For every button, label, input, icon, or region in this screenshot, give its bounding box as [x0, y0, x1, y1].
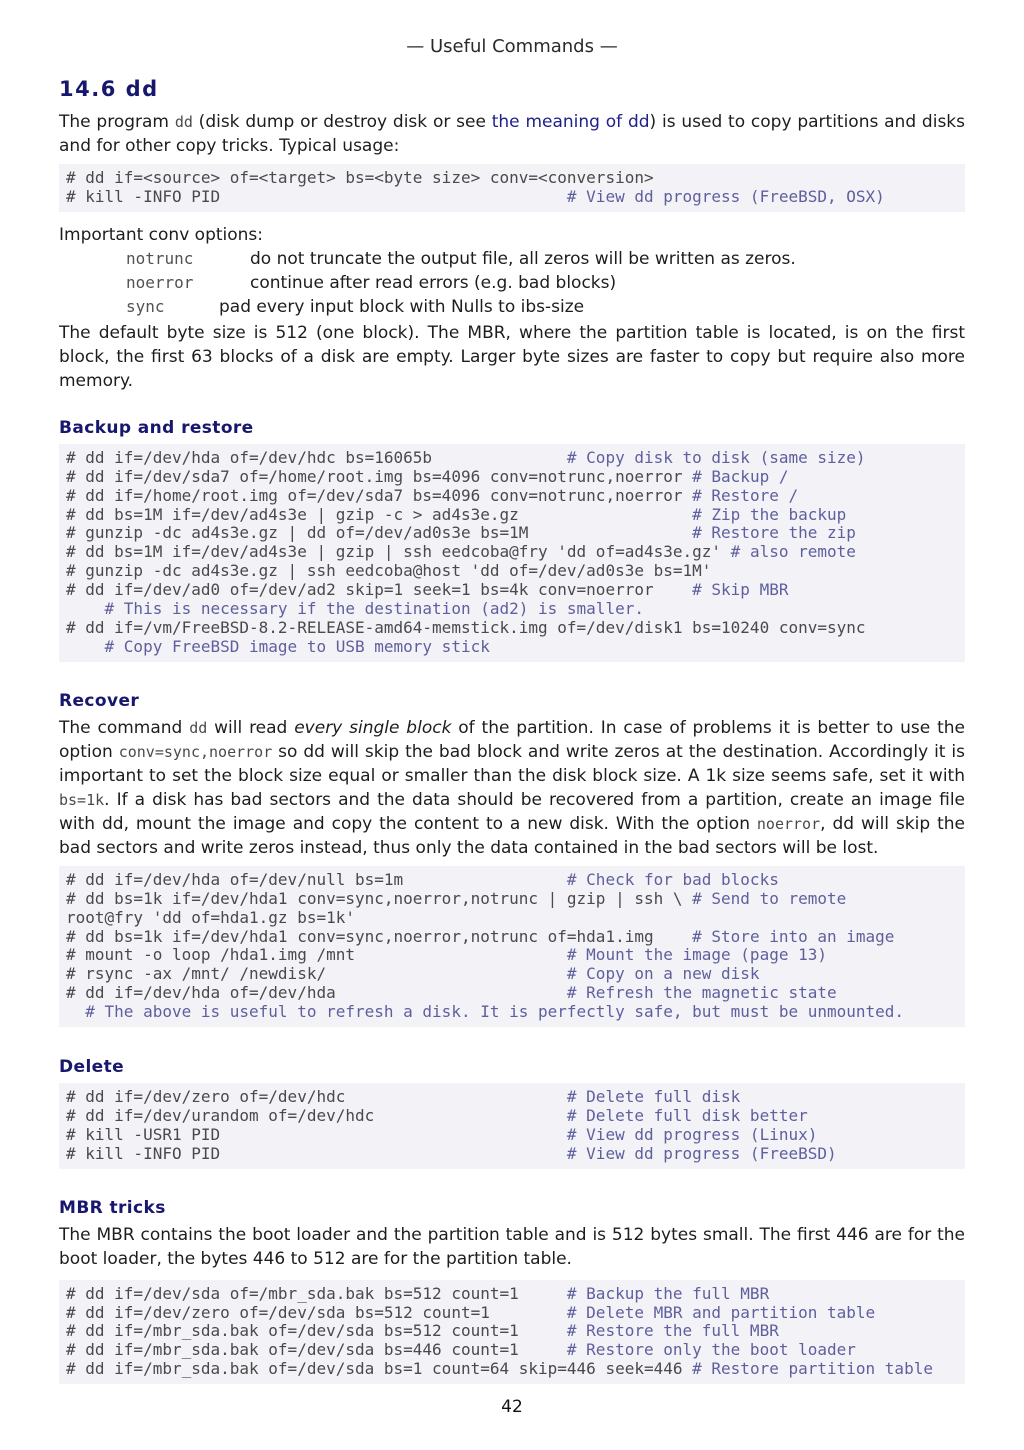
mbr-tricks-heading: MBR tricks — [59, 1197, 166, 1218]
code-comment: # View dd progress (FreeBSD, OSX) — [566, 186, 885, 206]
code-command — [66, 599, 105, 618]
code-command — [66, 1002, 85, 1021]
code-command: # dd if=<source> of=<target> bs=<byte size> conv=<conversion> — [66, 168, 654, 187]
code-comment: # Delete full disk better — [566, 1105, 808, 1125]
code-block-recover — [59, 866, 965, 1027]
code-command: # kill -USR1 PID — [66, 1124, 567, 1144]
code-comment: # Skip MBR — [692, 580, 789, 600]
code-line — [66, 1341, 965, 1360]
paragraph-text-segment: The program — [59, 112, 175, 132]
code-command: # kill -INFO PID — [66, 186, 567, 206]
code-line — [66, 619, 965, 638]
code-block-mbr — [59, 1280, 965, 1385]
conv-option-row-noerror — [59, 271, 965, 295]
code-command: # dd bs=1M if=/dev/ad4s3e | gzip | ssh eedcoba@fry 'dd of=ad4s3e.gz' — [66, 542, 731, 562]
code-comment: # Copy disk to disk (same size) — [566, 447, 866, 467]
code-command: # rsync -ax /mnt/ /newdisk/ — [66, 964, 567, 984]
code-line — [66, 1322, 965, 1341]
code-command: root@fry 'dd of=hda1.gz bs=1k' — [66, 907, 355, 927]
code-comment: # Mount the image (page 13) — [566, 945, 827, 965]
section-heading-14-6-dd: 14.6 dd — [59, 77, 159, 101]
code-line — [66, 600, 965, 619]
code-comment: # Zip the backup — [692, 504, 847, 524]
code-line — [66, 890, 965, 909]
code-block-backup-restore — [59, 444, 965, 662]
code-line — [66, 909, 965, 928]
recover-paragraph — [59, 716, 965, 860]
code-line — [66, 188, 965, 207]
code-command: # dd if=/mbr_sda.bak of=/dev/sda bs=512 count=1 — [66, 1321, 567, 1341]
code-comment: # Restore only the boot loader — [566, 1340, 856, 1360]
code-comment: # This is necessary if the destination (ad2) is smaller. — [104, 599, 644, 619]
paragraph-em-segment: every single block — [294, 717, 452, 738]
link-the-meaning-of-dd[interactable]: the meaning of dd — [491, 112, 650, 132]
code-line — [66, 581, 965, 600]
code-line — [66, 928, 965, 947]
code-command: # dd if=/mbr_sda.bak of=/dev/sda bs=446 count=1 — [66, 1340, 567, 1360]
paragraph-text-segment: , dd will skip the bad sectors and write zeros instead, thus only the data contained in the bad sectors will be lost. — [59, 813, 965, 858]
page-number: 42 — [501, 1397, 523, 1417]
code-comment: # Refresh the magnetic state — [566, 983, 837, 1003]
code-line — [66, 468, 965, 487]
code-command: # dd if=/dev/zero of=/dev/hdc — [66, 1087, 567, 1107]
code-line — [66, 543, 965, 562]
code-comment: # Copy FreeBSD image to USB memory stick — [104, 636, 490, 656]
code-line — [66, 524, 965, 543]
code-comment: # Copy on a new disk — [566, 964, 760, 984]
code-comment: # Restore / — [692, 485, 799, 505]
mbr-paragraph: The MBR contains the boot loader and the partition table and is 512 bytes small. The first 446 are for the boot loader, the bytes 446 to 512 are for the partition table. — [59, 1224, 965, 1269]
code-comment: # View dd progress (FreeBSD) — [566, 1143, 837, 1163]
paragraph-text-segment: The command — [59, 717, 190, 738]
code-line — [66, 169, 965, 188]
code-comment: # Delete full disk — [566, 1087, 741, 1107]
code-command: # dd if=/dev/sda7 of=/home/root.img bs=4096 conv=notrunc,noerror — [66, 466, 693, 486]
code-command: # dd if=/dev/sda of=/mbr_sda.bak bs=512 count=1 — [66, 1283, 567, 1303]
code-line — [66, 946, 965, 965]
code-block-delete — [59, 1083, 965, 1169]
intro-paragraph — [59, 110, 965, 158]
code-line — [66, 506, 965, 525]
conv-option-desc: pad every input block with Nulls to ibs-size — [219, 296, 585, 317]
code-comment: # Send to remote — [692, 888, 847, 908]
code-command: # dd if=/dev/hda of=/dev/hda — [66, 983, 567, 1003]
paragraph-code-segment: dd — [174, 113, 193, 131]
conv-option-desc: do not truncate the output file, all zeros will be written as zeros. — [250, 248, 796, 269]
paragraph-code-segment: bs=1k — [59, 790, 105, 809]
code-comment: # Backup the full MBR — [566, 1283, 770, 1303]
code-command: # dd if=/mbr_sda.bak of=/dev/sda bs=1 count=64 skip=446 seek=446 — [66, 1359, 693, 1379]
paragraph-text-segment: ) is used to copy partitions and disks and for other copy tricks. Typical usage: — [59, 112, 966, 156]
code-line — [66, 965, 965, 984]
code-line — [66, 449, 965, 468]
code-comment: # Restore the zip — [692, 523, 856, 543]
code-command: # dd if=/dev/zero of=/dev/sda bs=512 count=1 — [66, 1302, 567, 1322]
code-command: # mount -o loop /hda1.img /mnt — [66, 945, 567, 965]
code-comment: # Backup / — [692, 466, 789, 486]
code-command: # gunzip -dc ad4s3e.gz | dd of=/dev/ad0s3e bs=1M — [66, 523, 693, 543]
code-line — [66, 638, 965, 657]
paragraph-text-segment: . If a disk has bad sectors and the data should be recovered from a partition, create an image file with dd, mount the image and copy the content to a new disk. With the option — [59, 789, 965, 834]
conv-option-row-sync — [59, 295, 965, 319]
code-comment: # The above is useful to refresh a disk. It is perfectly safe, but must be unmounted. — [85, 1002, 905, 1022]
code-command: # dd bs=1k if=/dev/hda1 conv=sync,noerror,notrunc of=hda1.img — [66, 926, 693, 946]
conv-option-name: notrunc — [126, 248, 194, 268]
code-line — [66, 1285, 965, 1304]
code-line — [66, 871, 965, 890]
code-command: # gunzip -dc ad4s3e.gz | ssh eedcoba@host 'dd of=/dev/ad0s3e bs=1M' — [66, 561, 712, 581]
code-comment: # also remote — [730, 542, 856, 562]
paragraph-text-segment: of the partition. In case of problems it is better to use the option — [59, 717, 965, 762]
code-comment: # Restore the full MBR — [566, 1321, 779, 1341]
code-command: # dd if=/dev/hda of=/dev/null bs=1m — [66, 869, 567, 889]
code-line — [66, 1107, 965, 1126]
code-line — [66, 1126, 965, 1145]
paragraph-code-segment: conv=sync,noerror — [118, 742, 273, 761]
paragraph-text-segment: so dd will skip the bad block and write zeros at the destination. Accordingly it is important to set the block size equal or smaller than the disk block size. A 1k size seems safe, set it with — [59, 741, 965, 786]
code-command: # dd bs=1k if=/dev/hda1 conv=sync,noerror,notrunc | gzip | ssh \ — [66, 888, 693, 908]
code-line — [66, 984, 965, 1003]
code-command: # dd if=/dev/urandom of=/dev/hdc — [66, 1105, 567, 1125]
code-command: # kill -INFO PID — [66, 1143, 567, 1163]
code-block-usage — [59, 164, 965, 212]
conv-option-name: noerror — [126, 272, 194, 292]
doc-header-title: — Useful Commands — — [406, 36, 618, 57]
code-comment: # Check for bad blocks — [566, 869, 779, 889]
code-command: # dd if=/vm/FreeBSD-8.2-RELEASE-amd64-memstick.img of=/dev/disk1 bs=10240 conv=sync — [66, 617, 866, 637]
code-line — [66, 562, 965, 581]
code-line — [66, 1304, 965, 1323]
conv-option-name: sync — [126, 296, 165, 316]
default-byte-size-paragraph: The default byte size is 512 (one block). The MBR, where the partition table is located, is on the first block, the first 63 blocks of a disk are empty. Larger byte sizes are faster to copy but require also more memory. — [59, 322, 965, 391]
code-line — [66, 1360, 965, 1379]
paragraph-text-segment: (disk dump or destroy disk or see — [192, 112, 492, 132]
code-line — [66, 1088, 965, 1107]
code-line — [66, 487, 965, 506]
recover-heading: Recover — [59, 690, 140, 711]
paragraph-text-segment: will read — [207, 717, 295, 738]
code-line — [66, 1145, 965, 1164]
conv-option-desc: continue after read errors (e.g. bad blocks) — [250, 272, 617, 293]
code-comment: # Store into an image — [692, 926, 895, 946]
conv-option-row-notrunc — [59, 247, 965, 271]
backup-and-restore-heading: Backup and restore — [59, 417, 254, 438]
code-command: # dd if=/dev/hda of=/dev/hdc bs=16065b — [66, 447, 567, 467]
code-line — [66, 1003, 965, 1022]
conv-options-label: Important conv options: — [59, 224, 264, 245]
delete-heading: Delete — [59, 1057, 125, 1078]
paragraph-code-segment: dd — [189, 718, 208, 737]
code-command — [66, 637, 105, 656]
code-comment: # Delete MBR and partition table — [566, 1302, 876, 1322]
code-command: # dd if=/home/root.img of=/dev/sda7 bs=4096 conv=notrunc,noerror — [66, 485, 693, 505]
code-comment: # View dd progress (Linux) — [566, 1124, 818, 1144]
paragraph-code-segment: noerror — [756, 814, 821, 833]
code-command: # dd if=/dev/ad0 of=/dev/ad2 skip=1 seek=1 bs=4k conv=noerror — [66, 580, 693, 600]
code-command: # dd bs=1M if=/dev/ad4s3e | gzip -c > ad4s3e.gz — [66, 504, 693, 524]
code-comment: # Restore partition table — [692, 1359, 933, 1379]
